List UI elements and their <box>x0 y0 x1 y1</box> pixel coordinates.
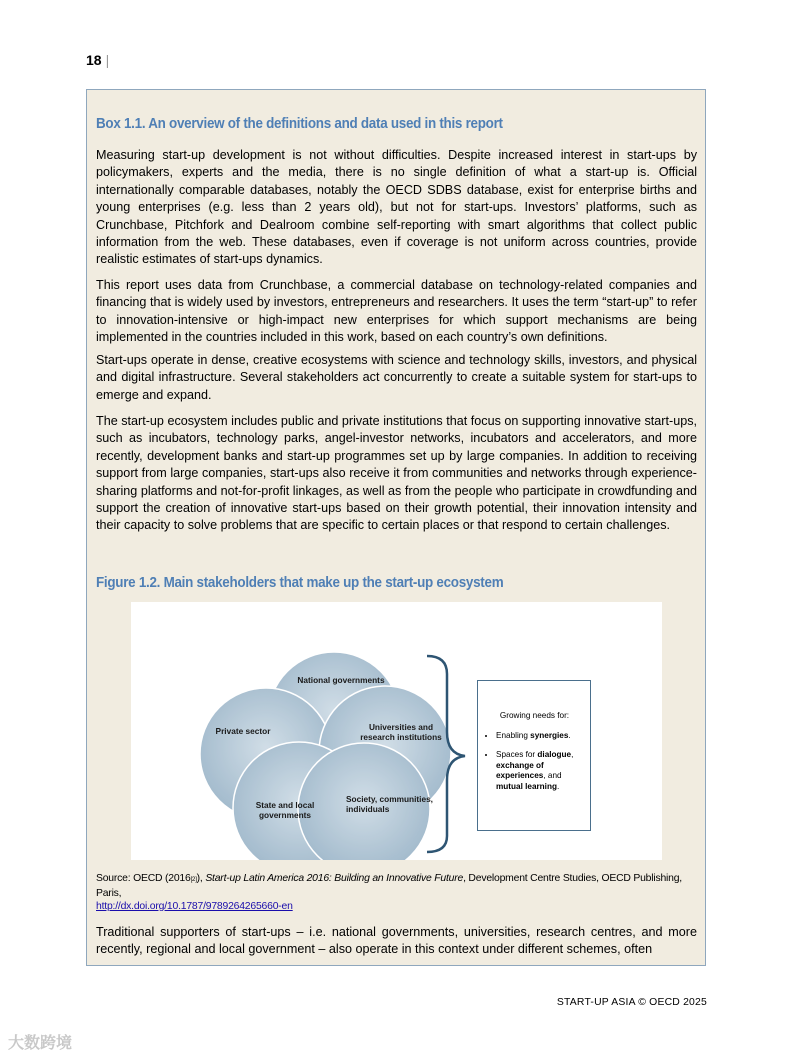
watermark-logo: 大数跨境 <box>8 1035 73 1052</box>
needs-item-spaces <box>496 750 584 792</box>
needs-list <box>485 731 584 793</box>
closing-paragraph: Traditional supporters of start-ups – i.e. national governments, universities, research centres, and more recently, regional and local government – also operate in this context under different schemes, often <box>96 925 697 957</box>
label-private-sector: Private sector <box>215 726 271 736</box>
box-paragraph-3: Start-ups operate in dense, creative ecosystems with science and technology skills, investors, and physical and digital infrastructure. Several stakeholders act concurrently to create a suitable system for start-ups to emerge and expand. <box>96 353 697 402</box>
source-prefix: Source: OECD (2016 <box>96 873 191 884</box>
source-ref: [2] <box>190 877 197 883</box>
needs-item2-post: . <box>556 781 560 791</box>
needs-item2-bold1: dialogue <box>537 750 572 759</box>
source-suffix: , Development Centre Studies, OECD Publishing, Paris, <box>96 873 682 899</box>
box-paragraph-4: The start-up ecosystem includes public and private institutions that focus on supporting innovative start-ups, such as incubators, technology parks, angel-investor networks, incubators and accelerators, and more recently, development banks and start-up programmes set up by large companies. In addition to receiving support from large companies, start-ups also receive it from communities and networks through experience-sharing platforms and not-for-profit linkages, as well as from the people who participate in crowdfunding and support the creation of innovative start-ups based on their growth potential, their innovation intensity and their capacity to solve problems that are specific to certain places or that respond to certain challenges. <box>96 414 697 533</box>
needs-header: Growing needs for: <box>499 711 570 720</box>
page-number <box>86 52 109 68</box>
box-1-1 <box>86 89 706 966</box>
box-paragraph-1: Measuring start-up development is not without difficulties. Despite increased interest in start-ups by policymakers, experts and the media, there is no single definition of what a start-up is. Official internationally comparable databases, notably the OECD SDBS database, exist for enterprise births and young enterprises (e.g. less than 2 years old), but not for start-ups. Investors’ platforms, such as Crunchbase, Pitchfork and Dealroom combine self-reporting with smart algorithms that collect public information from the web. These databases, even if coverage is not uniform across countries, provide realistic estimates of start-ups dynamics. <box>96 148 697 267</box>
source-title: Start-up Latin America 2016: Building an Innovative Future <box>205 873 464 884</box>
page-footer: START-UP ASIA © OECD 2025 <box>556 997 707 1008</box>
figure-source <box>96 872 697 913</box>
label-society: Society, communities, individuals <box>346 794 433 814</box>
page-number-value: 18 <box>86 52 102 68</box>
needs-item1-pre: Enabling <box>496 730 531 740</box>
needs-item2-mid1: , <box>571 750 574 759</box>
source-mid: ), <box>196 873 206 884</box>
page-number-separator: | <box>105 52 110 68</box>
ecosystem-figure <box>131 602 662 860</box>
label-national-governments: National governments <box>297 675 385 685</box>
needs-item1-bold: synergies <box>530 730 569 740</box>
needs-item-synergies <box>496 731 584 742</box>
label-state-local-governments: State and local governments <box>255 800 315 820</box>
growing-needs-box <box>477 680 591 831</box>
needs-item2-bold3: mutual learning <box>496 781 557 791</box>
source-link[interactable]: http://dx.doi.org/10.1787/9789264265660-en <box>96 901 293 912</box>
needs-item2-pre: Spaces for <box>496 750 538 759</box>
needs-item2-bold2: exchange of experiences <box>496 760 544 780</box>
figure-title: Figure 1.2. Main stakeholders that make up the start-up ecosystem <box>96 575 504 591</box>
box-paragraph-2: This report uses data from Crunchbase, a commercial database on technology-related companies and financing that is widely used by investors, entrepreneurs and researchers. It uses the term “start-up” to refer to innovation-intensive or high-impact new enterprises for which support mechanisms are being implemented in the countries included in this work, based on each country’s own definitions. <box>96 278 697 345</box>
box-title: Box 1.1. An overview of the definitions and data used in this report <box>96 116 503 132</box>
needs-item2-mid2: , and <box>543 771 562 780</box>
label-universities: Universities and research institutions <box>360 722 442 742</box>
needs-item1-post: . <box>568 730 571 740</box>
